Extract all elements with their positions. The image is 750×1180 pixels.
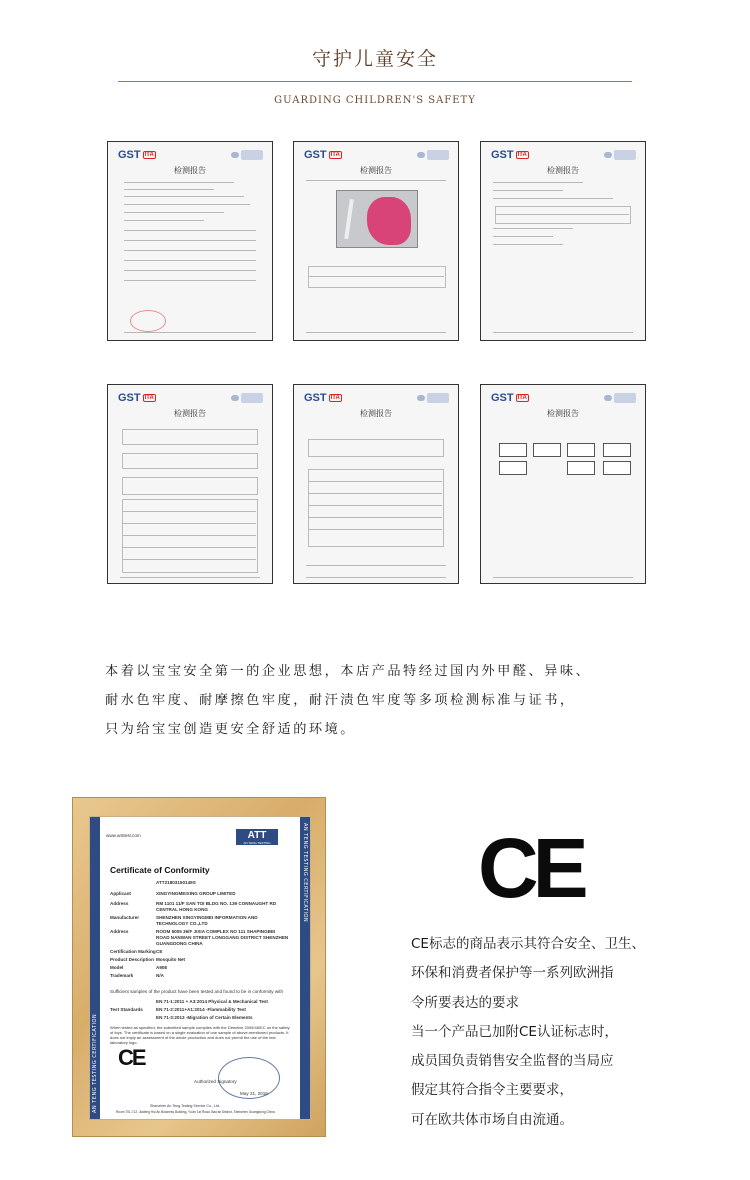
- cert-field-label: Certification Marking: [110, 949, 156, 954]
- flowchart-box: [567, 443, 595, 457]
- ce-line: CE标志的商品表示其符合安全、卫生、: [411, 936, 645, 952]
- cert-logo-icon: [231, 152, 239, 158]
- cert-field-value: N/A: [156, 973, 164, 978]
- report-title: 检测报告: [174, 409, 206, 418]
- certificate-title: Certificate of Conformity: [110, 865, 210, 875]
- report-title: 检测报告: [547, 409, 579, 418]
- certificate-of-conformity: [89, 816, 311, 1120]
- ce-logo: CE: [478, 821, 583, 915]
- intro-line: 本着以宝宝安全第一的企业思想，本店产品特经过国内外甲醛、异味、: [105, 664, 592, 679]
- cert-website: www.anttest.com: [106, 833, 141, 838]
- certificate-footer-address: Room 701-712, Jiadeng Hui An Business Building, Yu'an 1st Road, Bao'an District, Shenzhen Guangdong China: [116, 1110, 275, 1114]
- cnas-logo-icon: [241, 393, 263, 403]
- report-title: 检测报告: [360, 166, 392, 175]
- gst-logo: GST ITA: [491, 392, 527, 404]
- certificate-date: May 21, 2018: [240, 1091, 268, 1096]
- cnas-logo-icon: [427, 150, 449, 160]
- cert-field-label: Address: [110, 929, 129, 934]
- certificate-frame: [72, 797, 326, 1137]
- cert-field-value: CE: [156, 949, 163, 954]
- ce-line: 可在欧共体市场自由流通。: [411, 1111, 573, 1128]
- cert-field-label: Model: [110, 965, 124, 970]
- flowchart-box: [499, 461, 527, 475]
- ce-line: 当一个产品已加附CE认证标志时，: [411, 1023, 618, 1040]
- cert-field-value: A908: [156, 965, 167, 970]
- certificate-number: ATT21803150149S: [156, 880, 196, 885]
- sample-photo: [336, 190, 418, 248]
- test-report-4: [107, 384, 273, 584]
- mosquito-net-image: [367, 197, 411, 245]
- test-report-3: [480, 141, 646, 341]
- cert-field-value: SHENZHEN XINGYINGMEI INFORMATION AND TECHNOLOGY CO.,LTD: [156, 915, 258, 926]
- flowchart-box: [533, 443, 561, 457]
- intro-paragraph: [105, 657, 665, 744]
- section-title: 守护儿童安全: [311, 48, 438, 70]
- cnas-logo-icon: [427, 393, 449, 403]
- ce-line: 令所要表达的要求: [411, 994, 519, 1011]
- test-report-6: [480, 384, 646, 584]
- standard-item: EN 71-3:2013 -Migration of Certain Elements: [156, 1015, 253, 1020]
- cert-field-value: RM 1101 11/F SAN TOI BLDG NO. 139 CONNAUGHT RD CENTRAL HONG KONG: [156, 901, 277, 912]
- gst-logo: GST ITA: [118, 392, 154, 404]
- intro-line: 只为给宝宝创造更安全舒适的环境。: [105, 722, 356, 737]
- standards-label: Test Standards: [110, 1007, 143, 1012]
- ce-line: 假定其符合指令主要要求，: [411, 1082, 573, 1099]
- gst-logo: GST ITA: [491, 149, 527, 161]
- cert-logo-icon: [604, 152, 612, 158]
- flowchart-box: [499, 443, 527, 457]
- standard-item: EN 71-1:2011 + A3:2014 Physical & Mechanical Test: [156, 999, 268, 1004]
- test-report-5: [293, 384, 459, 584]
- intro-line: 耐水色牢度、耐摩擦色牢度，耐汗渍色牢度等多项检测标准与证书，: [105, 693, 576, 708]
- gst-logo: GST ITA: [304, 149, 340, 161]
- standard-item: EN 71-2:2011+A1:2014 -Flammability Test: [156, 1007, 246, 1012]
- certificate-footer: Shenzhen An Teng Testing Service Co., Ltd.: [150, 1104, 220, 1108]
- cert-logo-icon: [604, 395, 612, 401]
- cert-field-label: Address: [110, 901, 129, 906]
- cert-logo-icon: [417, 395, 425, 401]
- side-band-text: AN TENG TESTING CERTIFICATION: [92, 1013, 98, 1113]
- gst-logo: GST ITA: [304, 392, 340, 404]
- report-title: 检测报告: [360, 409, 392, 418]
- section-subtitle: GUARDING CHILDREN'S SAFETY: [274, 95, 476, 106]
- ce-line: 环保和消费者保护等一系列欧洲指: [411, 965, 614, 982]
- cert-field-label: Product Description: [110, 957, 154, 962]
- cert-field-value: ROOM 5005 36/F JIXIA COMPLEX NO 111 SHAPINGBEI ROAD NANWAN STREET LONGGANG DISTRICT SHENZHEN GUANGDONG CHINA: [156, 929, 289, 946]
- cnas-logo-icon: [614, 393, 636, 403]
- cert-logo-icon: [417, 152, 425, 158]
- ce-description: [411, 930, 681, 1135]
- flowchart-box: [567, 461, 595, 475]
- certificate-note: When tested as specified, the submitted sample complies with the Directive 2009/48/EC on the safety of toys. The certificate is based on a single evaluation of one sample of above-mentioned products. It does not imply an assessment of the whole production and does not permit the use of the test laboratory logo.: [110, 1025, 290, 1045]
- cnas-logo-icon: [241, 150, 263, 160]
- title-divider: [118, 81, 632, 82]
- test-report-2: [293, 141, 459, 341]
- side-band-text: AN TENG TESTING CERTIFICATION: [302, 823, 308, 923]
- authorized-signatory: Authorized Signatory: [194, 1079, 237, 1084]
- ce-line: 成员国负责销售安全监督的当局应: [411, 1053, 614, 1070]
- gst-logo: GST ITA: [118, 149, 154, 161]
- cert-logo-icon: [231, 395, 239, 401]
- flowchart-box: [603, 443, 631, 457]
- report-title: 检测报告: [547, 166, 579, 175]
- cert-field-value: Mosquito Net: [156, 957, 186, 962]
- cert-field-label: Trademark: [110, 973, 134, 978]
- report-title: 检测报告: [174, 166, 206, 175]
- cert-field-label: Applicant: [110, 891, 131, 896]
- tested-note: Sufficient samples of the product have been tested and found to be in conformity with: [110, 989, 284, 994]
- test-report-1: [107, 141, 273, 341]
- ce-mark-small: CE: [118, 1045, 145, 1070]
- cert-field-value: XINGYINGMEIXING GROUP LIMITED: [156, 891, 236, 896]
- flowchart-box: [603, 461, 631, 475]
- att-logo: ATT AN TENG TESTING: [236, 829, 278, 845]
- cnas-logo-icon: [614, 150, 636, 160]
- red-seal-icon: [130, 310, 166, 332]
- cert-field-label: Manufacturer: [110, 915, 140, 920]
